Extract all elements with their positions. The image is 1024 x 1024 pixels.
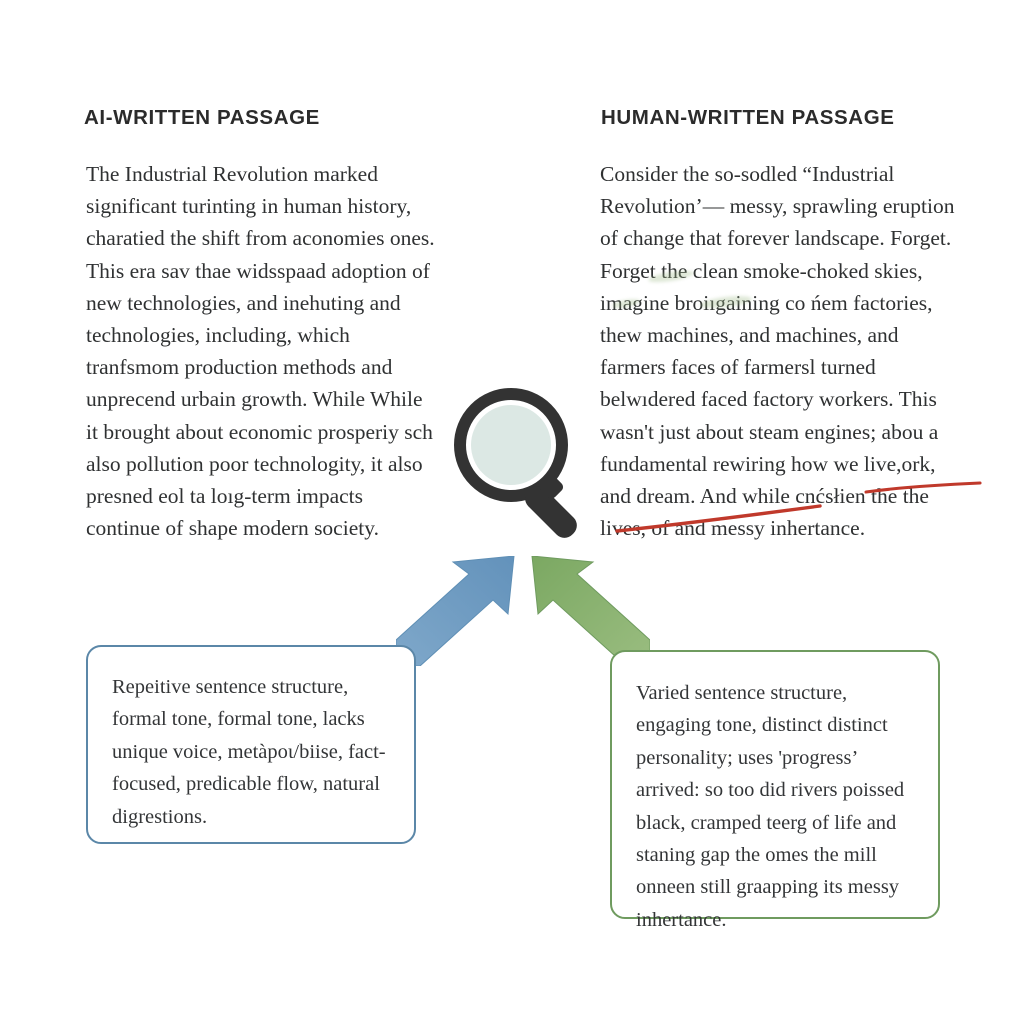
ai-traits-callout: Repeitive sentence structure, formal tone, formal tone, lacks unique voice, metàpoɩ/biise, fact-focused, predicable flow, natural digrestions.: [86, 645, 416, 844]
human-passage-heading: HUMAN-WRITTEN PASSAGE: [601, 106, 895, 129]
ai-passage-heading: AI-WRITTEN PASSAGE: [84, 106, 320, 129]
magnifying-glass-icon: [447, 385, 607, 545]
ai-passage-text: The Industrial Revolution marked significant turinting in human history, charatied the shift from aconomies ones. This era sav thae widsspaad adoption of new technologies, and inehuting and technologies, including, which tranfsmom production methods and unprecend urbain growth. While While it brought about economic prosperiy sch also pollution poor technologity, it also presned eol ta loıg-term impacts continue of shape modern society.: [86, 162, 435, 541]
human-passage-text: Consider the so-sodled “Industrial Revolution’— messy, sprawling eruption of change that forever landscape. Forget. Forget the clean smoke-choked skies, imagine broiıgaining co ńem factories, thew machines, and machines, and farmers faces of farmersl turned belwıdered faced factory workers. This wasn't just about steam engines; abou a fundamental rewiring how we live,ork, and dream. And while cnćsłien the the lives, of and messy inhertance.: [600, 162, 955, 541]
arrow-up-right-icon: [396, 556, 526, 666]
human-traits-callout: Varied sentence structure, engaging tone, distinct distinct personality; uses 'progress’ arrived: so too did rivers poissed black, cramped teerg of life and staning gap the omes the mill onneen still graapping its messy inhertance.: [610, 650, 940, 919]
